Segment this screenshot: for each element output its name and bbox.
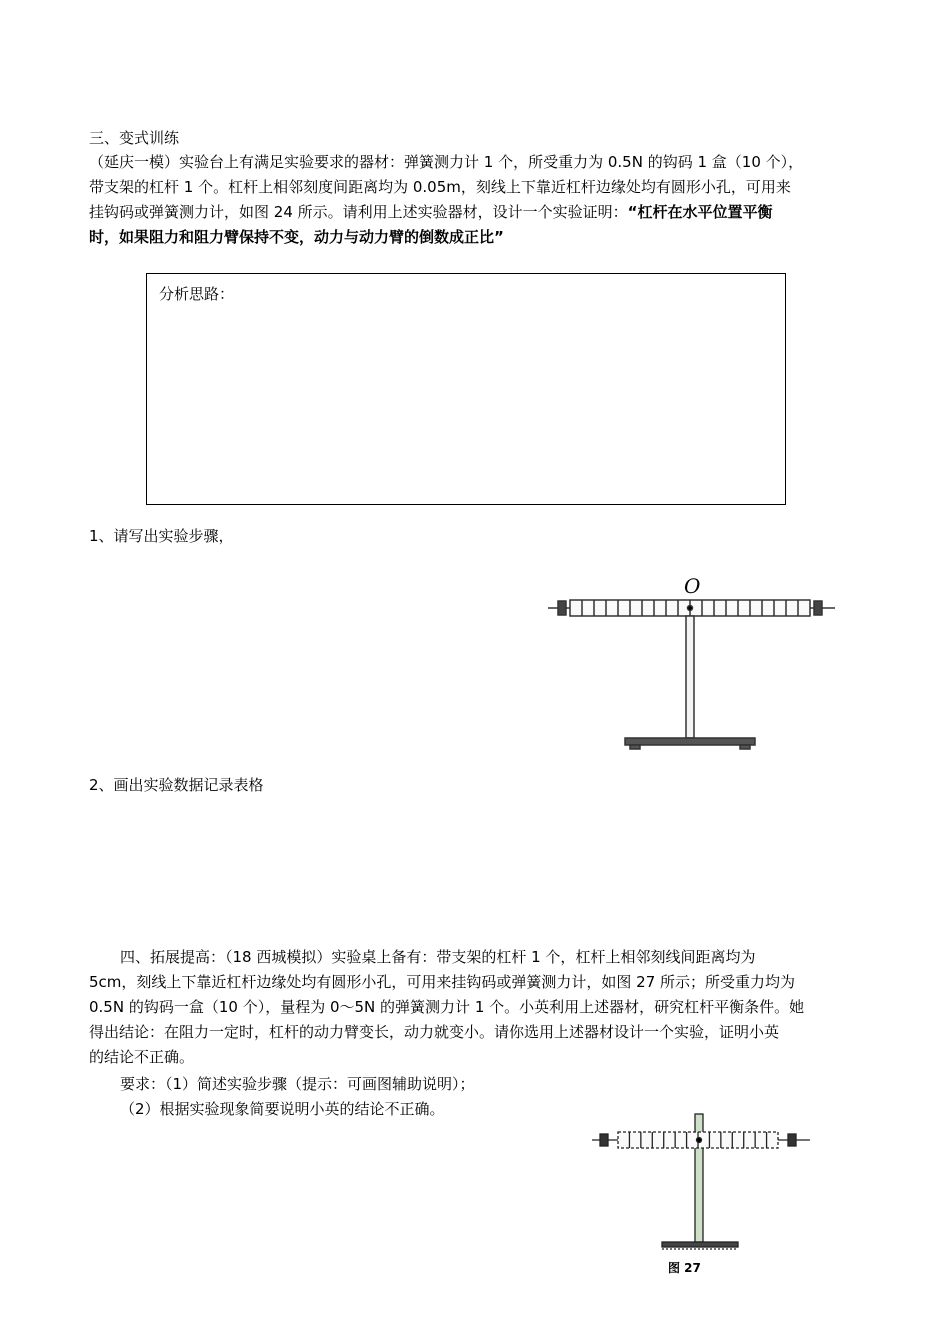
requirement-1: 要求：（1）简述实验步骤（提示：可画图辅助说明）； bbox=[120, 1075, 475, 1093]
section3-para-line-3-text: 挂钩码或弹簧测力计，如图 24 所示。请利用上述实验器材，设计一个实验证明： bbox=[89, 203, 628, 221]
figure-27-caption: 图 27 bbox=[668, 1261, 701, 1275]
lever-apparatus bbox=[548, 600, 835, 749]
question-2: 2、画出实验数据记录表格 bbox=[89, 776, 264, 794]
section4-para-line-4: 得出结论：在阻力一定时，杠杆的动力臂变长，动力就变小。请你选用上述器材设计一个实验，证明小英 bbox=[89, 1023, 780, 1041]
section3-para-line-3 bbox=[89, 200, 773, 224]
question-1: 1、请写出实验步骤， bbox=[89, 527, 234, 545]
requirement-2: （2）根据实验现象简要说明小英的结论不正确。 bbox=[120, 1100, 445, 1118]
analysis-box-label: 分析思路： bbox=[159, 285, 235, 303]
section4-para-line-1: 四、拓展提高：（18 西城模拟）实验桌上备有：带支架的杠杆 1 个，杠杆上相邻刻线间距离均为 bbox=[120, 948, 756, 966]
pivot-label: O bbox=[684, 574, 701, 598]
lever-figure-27 bbox=[590, 1112, 815, 1282]
section3-para-line-1: （延庆一模）实验台上有满足实验要求的器材：弹簧测力计 1 个，所受重力为 0.5N 的钩码 1 盒（10 个）， bbox=[89, 153, 804, 171]
claim-part-1: “杠杆在水平位置平衡 bbox=[627, 203, 773, 221]
lever-figure-24 bbox=[540, 570, 840, 760]
section3-para-line-2: 带支架的杠杆 1 个。杠杆上相邻刻度间距离均为 0.05m，刻线上下靠近杠杆边缘处均有圆形小孔，可用来 bbox=[89, 178, 791, 196]
section4-para-line-5: 的结论不正确。 bbox=[89, 1048, 195, 1066]
section4-para-line-2: 5cm，刻线上下靠近杠杆边缘处均有圆形小孔，可用来挂钩码或弹簧测力计，如图 27 所示；所受重力均为 bbox=[89, 973, 796, 991]
analysis-box[interactable] bbox=[146, 273, 786, 505]
lever-apparatus-27 bbox=[592, 1114, 810, 1249]
section3-heading: 三、变式训练 bbox=[89, 129, 180, 147]
section4-para-line-3: 0.5N 的钩码一盒（10 个），量程为 0～5N 的弹簧测力计 1 个。小英利用上述器材，研究杠杆平衡条件。她 bbox=[89, 998, 805, 1016]
claim-part-2: 时，如果阻力和阻力臂保持不变，动力与动力臂的倒数成正比” bbox=[89, 228, 504, 246]
